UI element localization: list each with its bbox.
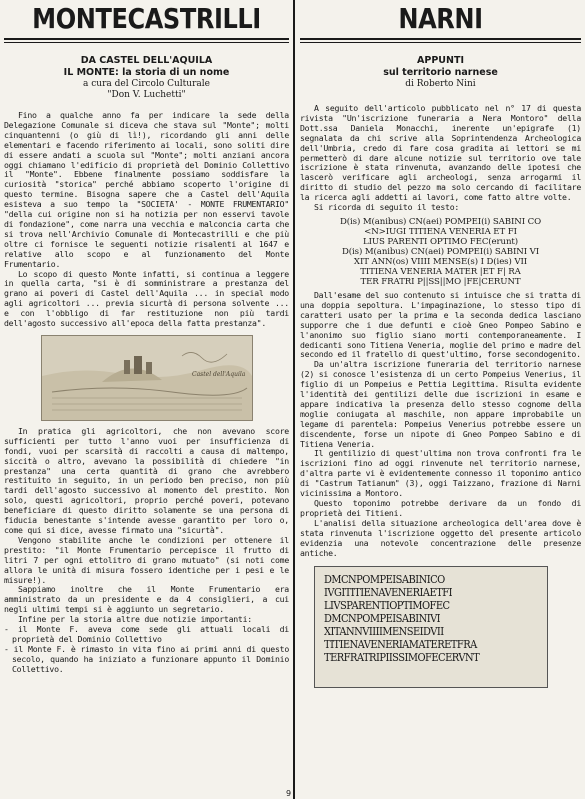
- left-masthead-rule: [4, 38, 289, 40]
- right-paragraph: Dall'esame del suo contenuto si intuisce che si tratta di una doppia sepoltura. L'impaginazione, lo stesso tipo di caratteri usato per la prima e la seconda dedica lasciano supporre che i due defunti e cioè Gneo Pompeo Sabino e l'anonimo suo figlio siano morti contemporaneamente. I dedicanti sono Titiena Veneria, moglie del primo e madre del secondo ed il fratello di quest'ultimo, forse secondogenito.: [300, 289, 581, 360]
- right-paragraph: Si ricorda di seguito il testo:: [314, 202, 460, 213]
- list-item: - il Monte F. è rimasto in vita fino ai primi anni di questo secolo, quando ha iniziato a funzionare appunto il Dominio Collettivo.: [4, 643, 289, 674]
- right-paragraph: L'analisi della situazione archeologica dell'area dove è stata rinvenuta l'iscrizione oggetto del presente articolo evidenzia una notevole concentrazione delle presenze antiche.: [300, 517, 581, 558]
- right-article-body-cont: [300, 291, 581, 558]
- left-column: [4, 0, 292, 799]
- page-number: 9: [286, 789, 292, 798]
- left-paragraph: Lo scopo di questo Monte infatti, si continua a leggere in quella carta, "si è di somministrare a prestanza del grano ai poveri di Castel dell'Aquila ... in special modo agli agricoltori ... previa sicurtà di persona solvente ... e con l'obbligo di far restituzione non più tardi dell'agosto successivo all'epoca della fatta prestanza".: [4, 268, 289, 329]
- column-divider: [293, 0, 295, 799]
- inscription-line: TITIENA VENERIA MATER |ET F| RA: [360, 266, 521, 277]
- left-article-heading: [4, 55, 289, 101]
- inscription-line: TER FRATRI P||SS||MO |FE|CERUNT: [360, 276, 521, 287]
- stone-lettering: [315, 567, 547, 664]
- stone-line: DMCNPOMPEISABINIVI: [324, 612, 441, 626]
- right-article-title: APPUNTI: [417, 55, 464, 66]
- stone-line: TITIENAVENERIAMATERETFRA: [324, 638, 477, 652]
- list-item: - il Monte F. aveva come sede gli attuali locali di proprietà del Dominio Collettivo: [4, 624, 289, 644]
- right-article-byline: di Roberto Nini: [405, 79, 476, 89]
- left-article-body-cont: [4, 427, 289, 675]
- stone-line: IVGITITIENAVENERIAETFI: [324, 586, 452, 600]
- stone-line: TERFRATRIPIISSIMOFECERVNT: [324, 651, 480, 665]
- left-paragraph: Infine per la storia altre due notizie importanti:: [18, 614, 252, 625]
- left-article-byline-2: "Don V. Luchetti": [107, 90, 186, 100]
- left-paragraph: Fino a qualche anno fa per indicare la sede della Delegazione Comunale si diceva che stava sul "Monte"; molti cinquantenni (o giù di lì!), ricordando gli anni delle elementari e facendo riferimento ai locali, sono soliti dire di essere andati a scuola sul "Monte"; molti anziani ancora oggi chiamano l'edificio di proprietà del Dominio Collettivo il "Monte". Ebbene finalmente possiamo soddisfare la curiosità "storica" perché abbiamo scoperto l'origine di questo termine. Bisogna sapere che a Castel dell'Aquila esisteva a suo tempo la "SOCIETA' - MONTE FRUMENTARIO" "della cui origine non si ha notizia per non esservi tavole di fondazione", come narra una vecchia e malconcia carta che si trova nell'Archivio Comunale di Montecastrilli e che più oltre ci fornisce le seguenti notizie risalenti al 1647 e relative allo scopo e al funzionamento del Monte Frumentario.: [4, 110, 289, 269]
- inscription-line: D(is) M(anibus) CN(aei) POMPEI(i) SABINI CO: [339, 216, 542, 227]
- inscription-line: XIT ANN(os) VIIII MENSE(s) I D(ies) VII: [353, 256, 528, 267]
- right-paragraph: Questo toponimo potrebbe derivare da un fondo di proprietà dei Titieni.: [300, 498, 581, 518]
- left-article-title: DA CASTEL DELL'AQUILA: [80, 55, 213, 66]
- right-article-subtitle: sul territorio narnese: [383, 67, 498, 78]
- right-paragraph: Da un'altra iscrizione funeraria del territorio narnese (2) si conosce l'esistenza di un certo Pompeius Venerius, il figlio di un Pompeius e Pettia Legittima. Risulta evidente l'identità dei gentilizi delle due iscrizioni in esame e appare indicativa la presenza dello stesso cognome della moglie coniugata al maschile, non appare improbabile un legame di parentela: Pompeius Venerius potrebbe essere un discendente, forse un nipote di Gneo Pompeo Sabino e di Titiena Veneria.: [300, 359, 581, 449]
- right-column: [300, 0, 581, 799]
- inscription-line: D(is) M(anibus) CN(aei) POMPEI(i) SABINI VI: [341, 246, 540, 257]
- right-paragraph: A seguito dell'articolo pubblicato nel n° 17 di questa rivista "Un'iscrizione funeraria a Nera Montoro" della Dott.ssa Daniela Monacchi, inerente un'epigrafe (1) segnalata da chi scrive alla Soprintendenza Archeologica dell'Umbria, credo di fare cosa gradita ai lettori se mi permetterò di dare alcune notizie sul territorio ove tale iscrizione è stata rinvenuta, avanzando delle ipotesi che lascerò verificare agli archeologi, senza arrogarmi il diritto di studio del pezzo ma solo cercando di facilitare la ricerca agli addetti ai lavori, come fatto altre volte.: [300, 103, 581, 203]
- left-paragraph: In pratica gli agricoltori, che non avevano score sufficienti per tutto l'anno vuoi per insufficienza di fondi, vuoi per scarsità di raccolti a causa di maltempo, siccità o altro, avevano la possibilità di chiedere "in prestanza" una certa quantità di grano che avrebbero restituito in seguito, in un periodo ben preciso, non più tardi dell'agosto successivo al momento del prestito. Non solo, questi agricoltori, proprio perché poveri, potevano beneficiare di questo diritto solamente se una persona di fiducia benestante s'intende avesse garantito per loro o, come qui si dice, avesse firmato una "sicurtà".: [4, 425, 289, 535]
- stone-line: XITANNVIIIIMENSEIDVII: [324, 625, 444, 639]
- inscription-line: <N>IUGI TITIENA VENERIA ET FI: [364, 226, 517, 237]
- left-bullet-list: [4, 625, 289, 675]
- castel-aquila-map-image: [41, 335, 253, 421]
- right-masthead: NARNI: [398, 2, 483, 35]
- map-drawing: [42, 336, 252, 420]
- left-masthead: MONTECASTRILLI: [32, 2, 261, 35]
- stone-line: LIVSPARENTIOPTIMOFEC: [324, 599, 450, 613]
- inscription-line: LIUS PARENTI OPTIMO FEC(erunt): [362, 236, 519, 247]
- right-article-heading: [300, 55, 581, 90]
- left-article-body: [4, 111, 289, 329]
- inscription-transcription: [300, 217, 581, 287]
- right-article-body: [300, 104, 581, 213]
- right-masthead-rule-thin: [300, 42, 581, 43]
- left-paragraph: Vengono stabilite anche le condizioni per ottenere il prestito: "il Monte Frumentario percepisce il frutto di litri 7 per ogni ettolitro di grano mutuato" (si noti come allora le unità di misura fossero identiche per i pesi e le misure!).: [4, 534, 289, 585]
- left-article-byline-1: a cura del Circolo Culturale: [83, 79, 210, 89]
- right-paragraph: Il gentilizio di quest'ultima non trova confronti fra le iscrizioni fino ad oggi rinvenute nel territorio narnese, d'altra parte vi è evidentemente connesso il toponimo antico di "Castrum Tatianum" (3), oggi Taizzano, frazione di Narni vicinissima a Montoro.: [300, 448, 581, 499]
- stone-line: DMCNPOMPEISABINICO: [324, 573, 445, 587]
- map-caption: Castel dell'Aquila: [191, 370, 245, 378]
- right-masthead-rule: [300, 38, 581, 40]
- left-article-subtitle: IL MONTE: la storia di un nome: [63, 67, 230, 78]
- inscription-stone-image: [314, 566, 548, 688]
- left-masthead-rule-thin: [4, 42, 289, 43]
- left-paragraph: Sappiamo inoltre che il Monte Frumentario era amministrato da un presidente e da 4 consiglieri, a cui negli ultimi tempi si è aggiunto un segretario.: [4, 584, 289, 615]
